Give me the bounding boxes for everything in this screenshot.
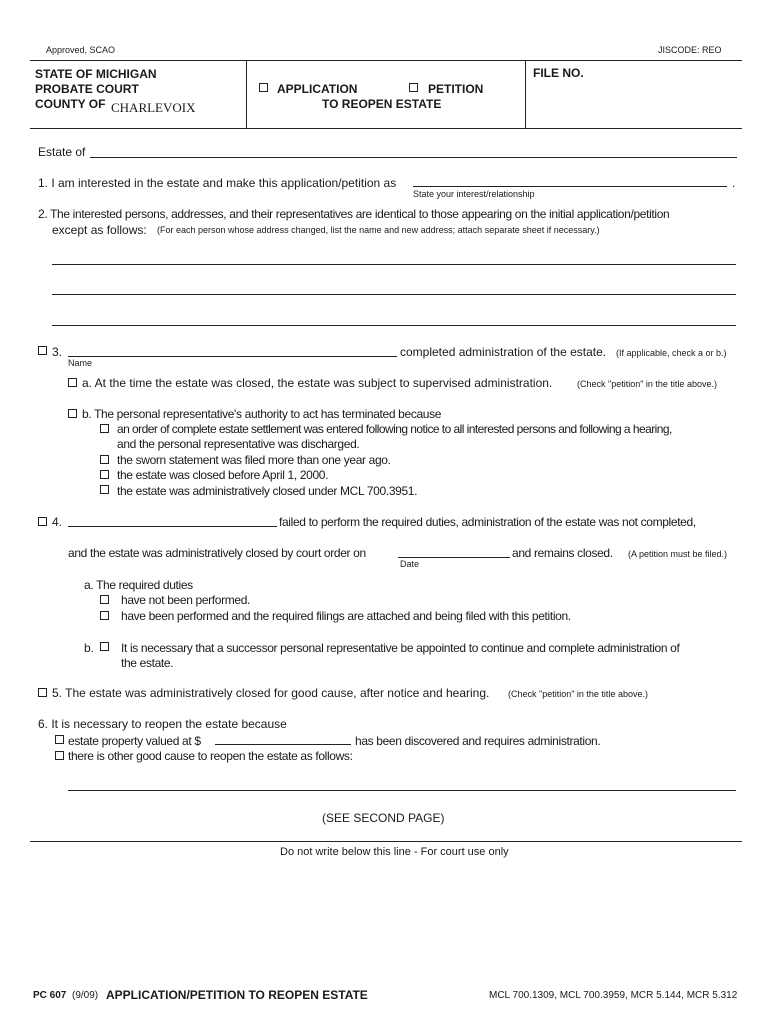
item4b-text-1: It is necessary that a successor personal representative be appointed to continue and complete administration of [121,641,680,655]
item3-text: completed administration of the estate. [400,345,607,359]
item3b-opt3-checkbox[interactable] [100,470,109,479]
item2-text: 2. The interested persons, addresses, and their representatives are identical to those appearing on the initial application/petition [38,207,670,221]
file-no-label: FILE NO. [533,66,584,80]
item3a-note: (Check "petition" in the title above.) [577,379,717,389]
item6-opt1-text-a: estate property valued at $ [68,734,201,748]
item4a-label: a. The required duties [84,578,193,592]
form-subtitle: TO REOPEN ESTATE [322,97,442,111]
item5-checkbox[interactable] [38,688,47,697]
item3b-opt2-text: the sworn statement was filed more than one year ago. [117,453,391,467]
court-label: PROBATE COURT [35,82,139,96]
county-label: COUNTY OF [35,97,106,111]
court-use-rule [30,841,742,842]
item6-text: 6. It is necessary to reopen the estate because [38,717,287,731]
item2-line-1[interactable] [52,264,736,265]
item4a-opt1-text: have not been performed. [121,593,251,607]
jiscode: JISCODE: REO [658,45,722,55]
footer-title: APPLICATION/PETITION TO REOPEN ESTATE [106,988,368,1002]
item5-text: 5. The estate was administratively closed for good cause, after notice and hearing. [52,686,490,700]
item2-line-3[interactable] [52,325,736,326]
property-value-field[interactable] [215,744,351,745]
item4a-opt2-text: have been performed and the required filings are attached and being filed with this petition. [121,609,571,623]
caption-top-rule [30,60,742,61]
item4b-label: b. [84,641,95,655]
item4-text-2: and the estate was administratively closed by court order on [68,546,366,560]
interest-field[interactable] [413,186,727,187]
item3-note: (If applicable, check a or b.) [616,348,727,358]
item6-opt1-checkbox[interactable] [55,735,64,744]
item4-checkbox[interactable] [38,517,47,526]
item3-name-field[interactable] [68,356,397,357]
item4-text-3: and remains closed. [512,546,613,560]
petition-checkbox[interactable] [409,83,418,92]
court-use-note: Do not write below this line - For court use only [280,846,509,858]
item4-number: 4. [52,515,63,529]
state-label: STATE OF MICHIGAN [35,67,157,81]
item4-text-1: failed to perform the required duties, administration of the estate was not completed, [279,515,696,529]
item2-line-2[interactable] [52,294,736,295]
item4-date-field[interactable] [398,557,510,558]
item4a-opt1-checkbox[interactable] [100,595,109,604]
item1-period: . [732,176,736,190]
item3-number: 3. [52,345,63,359]
estate-of-label: Estate of [38,145,86,159]
item3b-opt1-checkbox[interactable] [100,424,109,433]
item3a-text: a. At the time the estate was closed, the estate was subject to supervised administration. [82,376,553,390]
form-number: PC 607 [33,990,67,1001]
item4b-text-2: the estate. [121,656,174,670]
application-checkbox[interactable] [259,83,268,92]
item3b-opt4-checkbox[interactable] [100,485,109,494]
item4a-opt2-checkbox[interactable] [100,611,109,620]
item6-opt2-text: there is other good cause to reopen the estate as follows: [68,749,353,763]
item3b-opt2-checkbox[interactable] [100,455,109,464]
caption-bottom-rule [30,128,742,129]
petition-label: PETITION [428,82,484,96]
item4-name-field[interactable] [68,526,277,527]
item6-reason-field[interactable] [68,790,736,791]
item3b-opt4-text: the estate was administratively closed under MCL 700.3951. [117,484,418,498]
item2-except: except as follows: [52,223,147,237]
item6-opt1-text-b: has been discovered and requires administration. [355,734,601,748]
interest-caption: State your interest/relationship [413,189,535,199]
item1-text: 1. I am interested in the estate and make this application/petition as [38,176,397,190]
application-label: APPLICATION [277,82,358,96]
item2-note: (For each person whose address changed, list the name and new address; attach separate sheet if necessary.) [157,225,600,235]
form-revision: (9/09) [72,990,99,1001]
item3b-checkbox[interactable] [68,409,77,418]
item3b-opt3-text: the estate was closed before April 1, 2000. [117,468,329,482]
item3b-opt1-text-2: and the personal representative was discharged. [117,437,360,451]
item3b-text: b. The personal representative's authority to act has terminated because [82,407,442,421]
item4b-checkbox[interactable] [100,642,109,651]
file-no-field[interactable] [526,80,740,126]
item4-note: (A petition must be filed.) [628,549,728,559]
item4-date-caption: Date [400,559,420,569]
item3-checkbox[interactable] [38,346,47,355]
item3b-opt1-text-1: an order of complete estate settlement was entered following notice to all interested persons and following a hearing, [117,422,672,436]
item3a-checkbox[interactable] [68,378,77,387]
item5-note: (Check "petition" in the title above.) [508,689,648,699]
see-second-page: (SEE SECOND PAGE) [322,811,445,825]
county-value[interactable]: CHARLEVOIX [111,100,196,115]
item6-opt2-checkbox[interactable] [55,751,64,760]
approval-note: Approved, SCAO [46,45,116,55]
item3-name-caption: Name [68,358,93,368]
legal-references: MCL 700.1309, MCL 700.3959, MCR 5.144, MCR 5.312 [489,990,738,1001]
estate-name-field[interactable] [90,157,737,158]
caption-divider-left [246,60,247,128]
